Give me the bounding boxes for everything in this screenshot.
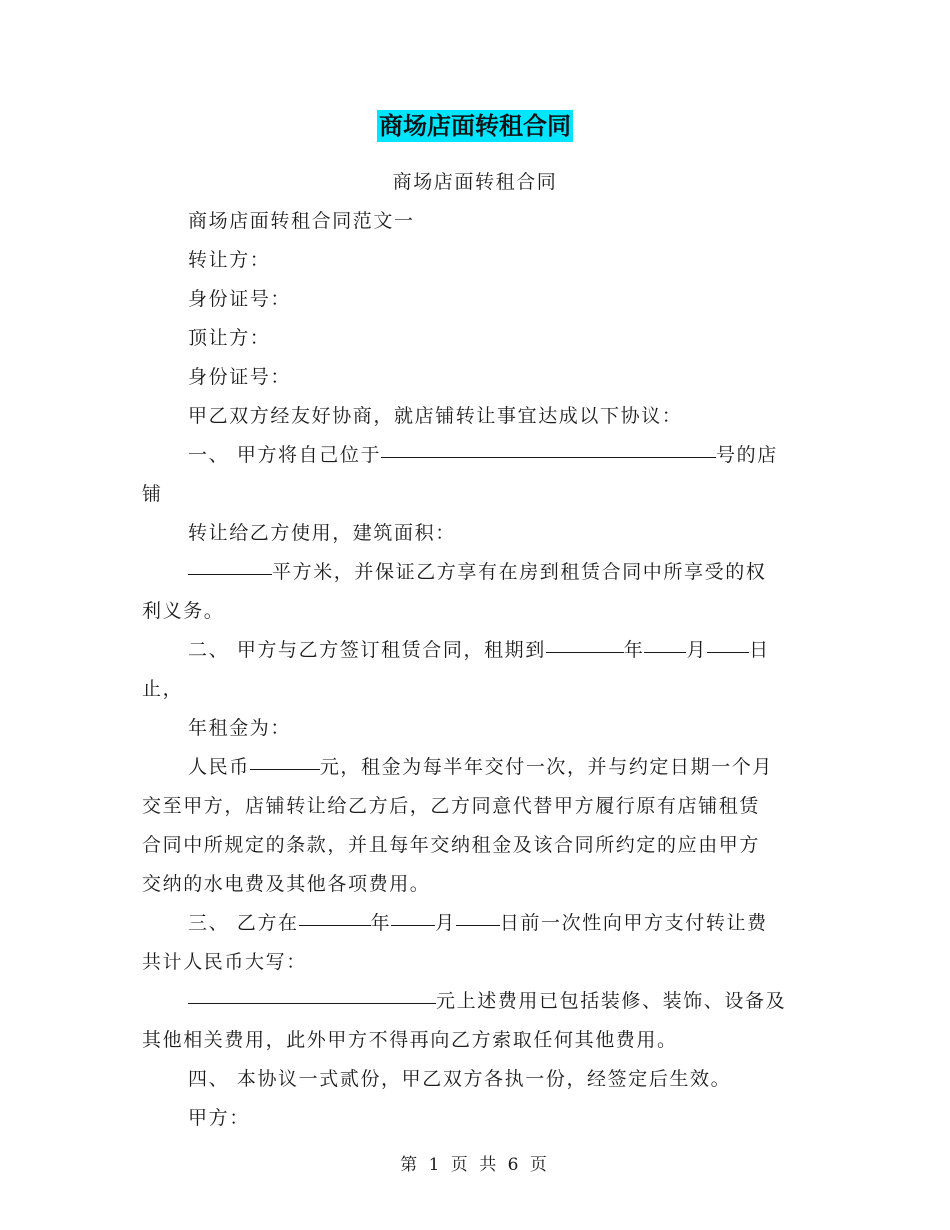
pay-day-blank — [456, 903, 500, 926]
intro-paragraph: 甲乙双方经友好协商，就店铺转让事宜达成以下协议： — [188, 405, 683, 427]
clause-2-line-c: 交纳的水电费及其他各项费用。 — [142, 873, 431, 895]
page-number: 第 1 页 共 6 页 — [400, 1155, 550, 1175]
clause-2-rmb-suffix: 元，租金为每半年交付一次，并与约定日期一个月 — [319, 756, 774, 778]
signature-party-a: 甲方： — [188, 1107, 250, 1129]
document-body — [142, 163, 808, 1138]
clause-2-month: 月 — [686, 639, 708, 661]
area-blank — [188, 552, 272, 575]
clause-2-rmb-line — [142, 748, 808, 787]
id-a-label: 身份证号： — [188, 288, 292, 310]
clause-1-wrap: 铺 — [142, 483, 163, 505]
clause-1-line — [142, 436, 808, 475]
clause-1-line3 — [142, 553, 808, 592]
clause-3-wrap: 共计人民币大写： — [142, 951, 307, 973]
party-a-label: 转让方： — [188, 249, 271, 271]
clause-3-suffix: 日前一次性向甲方支付转让费 — [499, 912, 768, 934]
pay-year-blank — [299, 903, 371, 926]
clause-3-line — [142, 904, 808, 943]
clause-1-suffix: 号的店 — [716, 444, 778, 466]
clause-3-line3: 其他相关费用，此外甲方不得再向乙方索取任何其他费用。 — [142, 1029, 678, 1051]
heading: 商场店面转租合同范文一 — [188, 210, 415, 232]
term-year-blank — [546, 630, 624, 653]
party-b-label: 顶让方： — [188, 327, 271, 349]
term-day-blank — [707, 630, 749, 653]
clause-2-day: 日 — [749, 639, 770, 661]
clause-1-line2: 转让给乙方使用，建筑面积： — [188, 522, 456, 544]
clause-3-year: 年 — [370, 912, 392, 934]
id-b-label: 身份证号： — [188, 366, 292, 388]
clause-1-line4: 利义务。 — [142, 600, 225, 622]
location-blank — [381, 435, 716, 458]
term-month-blank — [644, 630, 686, 653]
clause-2-line-b: 合同中所规定的条款，并且每年交纳租金及该合同所约定的应由甲方 — [142, 834, 761, 856]
fee-amount-blank — [188, 981, 436, 1004]
clause-3-prefix: 三、 乙方在 — [188, 912, 299, 934]
clause-4: 四、 本协议一式贰份，甲乙双方各执一份，经签定后生效。 — [188, 1068, 732, 1090]
clause-2-wrap: 止， — [142, 678, 184, 700]
clause-2-line — [142, 631, 808, 670]
rent-amount-blank — [250, 747, 320, 770]
title-block — [0, 110, 950, 142]
clause-3-month: 月 — [435, 912, 456, 934]
document-title: 商场店面转租合同 — [379, 112, 571, 140]
clause-3-line2-text: 元上述费用已包括装修、装饰、设备及 — [436, 990, 787, 1012]
clause-2-rent-label: 年租金为： — [188, 717, 292, 739]
subtitle: 商场店面转租合同 — [392, 171, 558, 193]
pay-month-blank — [391, 903, 435, 926]
clause-2-year: 年 — [623, 639, 645, 661]
clause-1-prefix: 一、 甲方将自己位于 — [188, 444, 382, 466]
clause-3-line2 — [142, 982, 808, 1021]
clause-2-prefix: 二、 甲方与乙方签订租赁合同，租期到 — [188, 639, 546, 661]
clause-2-rmb: 人民币 — [188, 756, 250, 778]
clause-2-line-a: 交至甲方，店铺转让给乙方后，乙方同意代替甲方履行原有店铺租赁 — [142, 795, 761, 817]
clause-1-line3-text: 平方米，并保证乙方享有在房到租赁合同中所享受的权 — [272, 561, 767, 583]
